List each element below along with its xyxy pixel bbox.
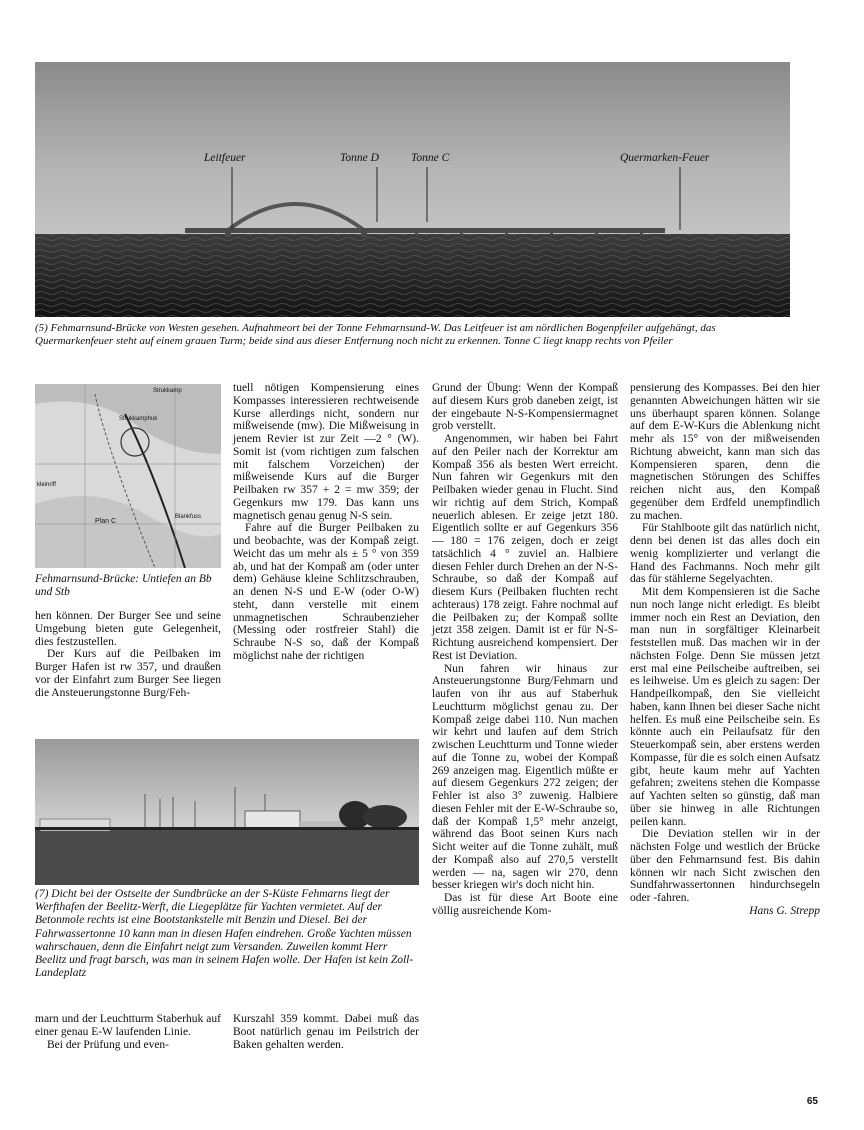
col2-bottom: Kurszahl 359 kommt. Dabei muß das Boot natürlich genau im Peilstrich der Baken gehalten werden. (233, 1013, 419, 1051)
figure5-caption: (5) Fehmarnsund-Brücke von Westen gesehen. Aufnahmeort bei der Tonne Fehmarnsund-W. Das Leitfeuer ist am nördlichen Bogenpfeiler aufgehängt, das Quermarkenfeuer steht auf einem grauen Turm; beide sind aus dieser Entfernung noch nicht zu erkennen. Tonne C liegt knapp rechts von Pfeiler (35, 322, 716, 347)
col1-bottom-1: marn und der Leuchtturm Staberhuk auf einer genau E-W laufenden Linie. (35, 1013, 221, 1038)
col3-paragraph-2: Angenommen, wir haben bei Fahrt auf den Peiler nach der Korrektur am Kompaß 356 als besten Wert erreicht. Nun fahren wir Gegenkurs mit den Peilbaken wieder genau in Flucht. Sind wir richtig auf dem Strich, Kompaß neuerlich ablesen. Er zeige jetzt 180. Eigentlich sollte er auf Gegenkurs 356 — 180 = 176 zeigen, doch er zeigt tatsächlich 4 ° zuviel an. Halbiere diesen Fehler durch Drehen an der N-S-Schraube, so daß der Kompaß auf diesem Kurs (Peilbaken fluchten recht achteraus) 178 zeigt. Fahre nochmal auf die Peilbaken zu; der Kompaß sollte jetzt 358 zeigen. Damit ist er für N-S-Richtung ausreichend kompensiert. Der Rest ist Deviation. (432, 433, 618, 662)
map-label-right: Blankfuss (175, 514, 202, 520)
column-2-lower (233, 1013, 419, 1051)
column-2-upper (233, 382, 419, 663)
col4-paragraph-1: pensierung des Kompasses. Bei den hier genannten Abweichungen hätten wir sie uns überhaupt sparen können. Solange auf dem E-W-Kurs die Ablenkung nicht mehr als 15° von der mißweisenden Richtung abweicht, kann man sich das Kompensieren sparen, denn die magnetischen Störungen des Schiffes reichen nicht aus, den Kompaß gegenüber dem Erdfeld unempfindlich zu machen. (630, 382, 820, 522)
col1-bottom-2: Bei der Prüfung und even- (47, 1038, 169, 1051)
column-4 (630, 382, 820, 918)
label-tonne-d: Tonne D (340, 152, 379, 164)
col4-paragraph-3: Mit dem Kompensieren ist die Sache nun noch lange nicht erledigt. Es bleibt immer noch ein Rest an Deviation, den man nun in sorgfältiger Kleinarbeit feststellen muß. Das machen wir in der nächsten Folge. Denn Sie müssen jetzt erst mal eine Peilscheibe auftreiben, sei es leihweise. Um es gleich zu sagen: Der Handpeilkompaß, den Sie vielleicht haben, kann Ihnen bei dieser Sache nicht helfen. Es muß eine Peilscheibe sein. Es könnte auch ein Peilaufsatz für den Steuerkompaß sein, aber erstens werden Kompasse, für die es solch einen Aufsatz gibt, heute kaum mehr auf Yachten gefahren; zweitens stehen die Kompasse auf Yachten selten so günstig, daß man über sie hinweg in alle Richtungen peilen kann. (630, 586, 820, 828)
harbor-photo (35, 739, 419, 885)
map-label-left: kleinriff (37, 482, 56, 488)
col3-paragraph-4: Das ist für diese Art Boote eine völlig ausreichende Kom- (432, 892, 618, 917)
map-label-town: Strukkamphuk (119, 416, 158, 422)
column-3 (432, 382, 618, 918)
map-caption: Fehmarnsund-Brücke: Untiefen an Bb und Stb (35, 573, 212, 598)
label-quermarken-feuer: Quermarken-Feuer (620, 152, 710, 164)
col4-paragraph-2: Für Stahlboote gilt das natürlich nicht, denn bei denen ist das alles doch ein wenig komplizierter und verlangt die Hand des Fachmanns. Noch mehr gilt das für stählerne Segelyachten. (630, 522, 820, 586)
chart-map (35, 384, 221, 568)
col2-paragraph-2: Fahre auf die Burger Peilbaken zu und beobachte, was der Kompaß zeigt. Weicht das um mehr als ± 5 ° von 359 ab, und hat der Kompaß am (oder unter dem) Gehäuse kleine Schlitzschrauben, an denen N-S und E-W (oder O-W) steht, dann verstelle mit einem unmagnetischen Schraubenzieher (Messing oder rostfreier Stahl) die Schraube N-S so, daß der Kompaß möglichst nahe der richtigen (233, 522, 419, 662)
label-leitfeuer: Leitfeuer (204, 152, 246, 164)
bridge-photo (35, 62, 790, 317)
col4-paragraph-4: Die Deviation stellen wir in der nächsten Folge und westlich der Brücke über den Fehmarnsund fest. Bis dahin können wir nach Sicht zwischen den Sundfahrwassertonnen hindurchsegeln oder -fahren. (630, 828, 820, 904)
col3-paragraph-3: Nun fahren wir hinaus zur Ansteuerungstonne Burg/Fehmarn und laufen von ihr aus auf Staberhuk Leuchtturm möglichst genau zu. Der Kompaß zeige dabei 110. Nun machen wir kehrt und laufen auf dem Strich zwischen Leuchtturm und Tonne wieder auf die Tonne zu, wobei der Kompaß 269 anzeigen mag. Eigentlich müßte er auf diesem Gegenkurs 272 zeigen; der Fehler ist also 3° zuwenig. Halbiere diesen Fehler mit der E-W-Schraube so, daß der Kompaß 1,5° mehr anzeigt, während das Boot seinen Kurs nach Sicht weiter auf die Tonne zuhält, muß der Kompaß also auf 270,5 verstellt werden — na, sagen wir 270, denn besser kriegen wir's doch nicht hin. (432, 662, 618, 892)
map-label-top: Strukkamp (153, 388, 182, 394)
column-1-upper (35, 610, 221, 699)
col1-top: hen können. Der Burger See und seine Umgebung bieten gute Gelegenheit, dies festzustellen. (35, 610, 221, 648)
col1-paragraph-2: Der Kurs auf die Peilbaken im Burger Hafen ist rw 357, und draußen vor der Einfahrt zum Burger See liegen die Ansteuerungstonne Burg/Feh- (35, 648, 221, 699)
col3-paragraph-1: Grund der Übung: Wenn der Kompaß auf diesem Kurs grob daneben zeigt, ist der eingebaute N-S-Kompensiermagnet grob verstellt. (432, 382, 618, 433)
col2-paragraph-1: tuell nötigen Kompensierung eines Kompasses interessieren rechtweisende Kurse allerdings nicht, sondern nur mißweisende (mw). Die Mißweisung in jenem Revier ist zur Zeit —2 ° (W). Somit ist (vom richtigen zum falschen mit falschem Vorzeichen) der mißweisende Kurs auf die Burger Peilbaken rw 357 + 2 = mw 359; der Gegenkurs mw 179. Das kann uns magnetisch genau genug N-S sein. (233, 382, 419, 522)
map-label-plan: Plan C (95, 518, 117, 525)
page-number: 65 (806, 1096, 818, 1107)
column-1-lower (35, 1013, 221, 1051)
figure7-caption: (7) Dicht bei der Ostseite der Sundbrücke an der S-Küste Fehmarns liegt der Werfthafen der Beelitz-Werft, die Liegeplätze für Yachten vermietet. Auf der Betonmole rechts ist eine Bootstankstelle mit Benzin und Diesel. Bei der Fahrwassertonne 10 kann man in diesen Hafen eindrehen. Große Yachten müssen wahrschauen, denn die Einfahrt neigt zum Versanden. Zuweilen kommt Herr Beelitz und fragt barsch, was man in seinem Hafen wolle. Der Hafen ist kein Zoll-Landeplatz (35, 888, 414, 980)
author-signature: Hans G. Strepp (749, 904, 820, 917)
label-tonne-c: Tonne C (411, 152, 450, 164)
